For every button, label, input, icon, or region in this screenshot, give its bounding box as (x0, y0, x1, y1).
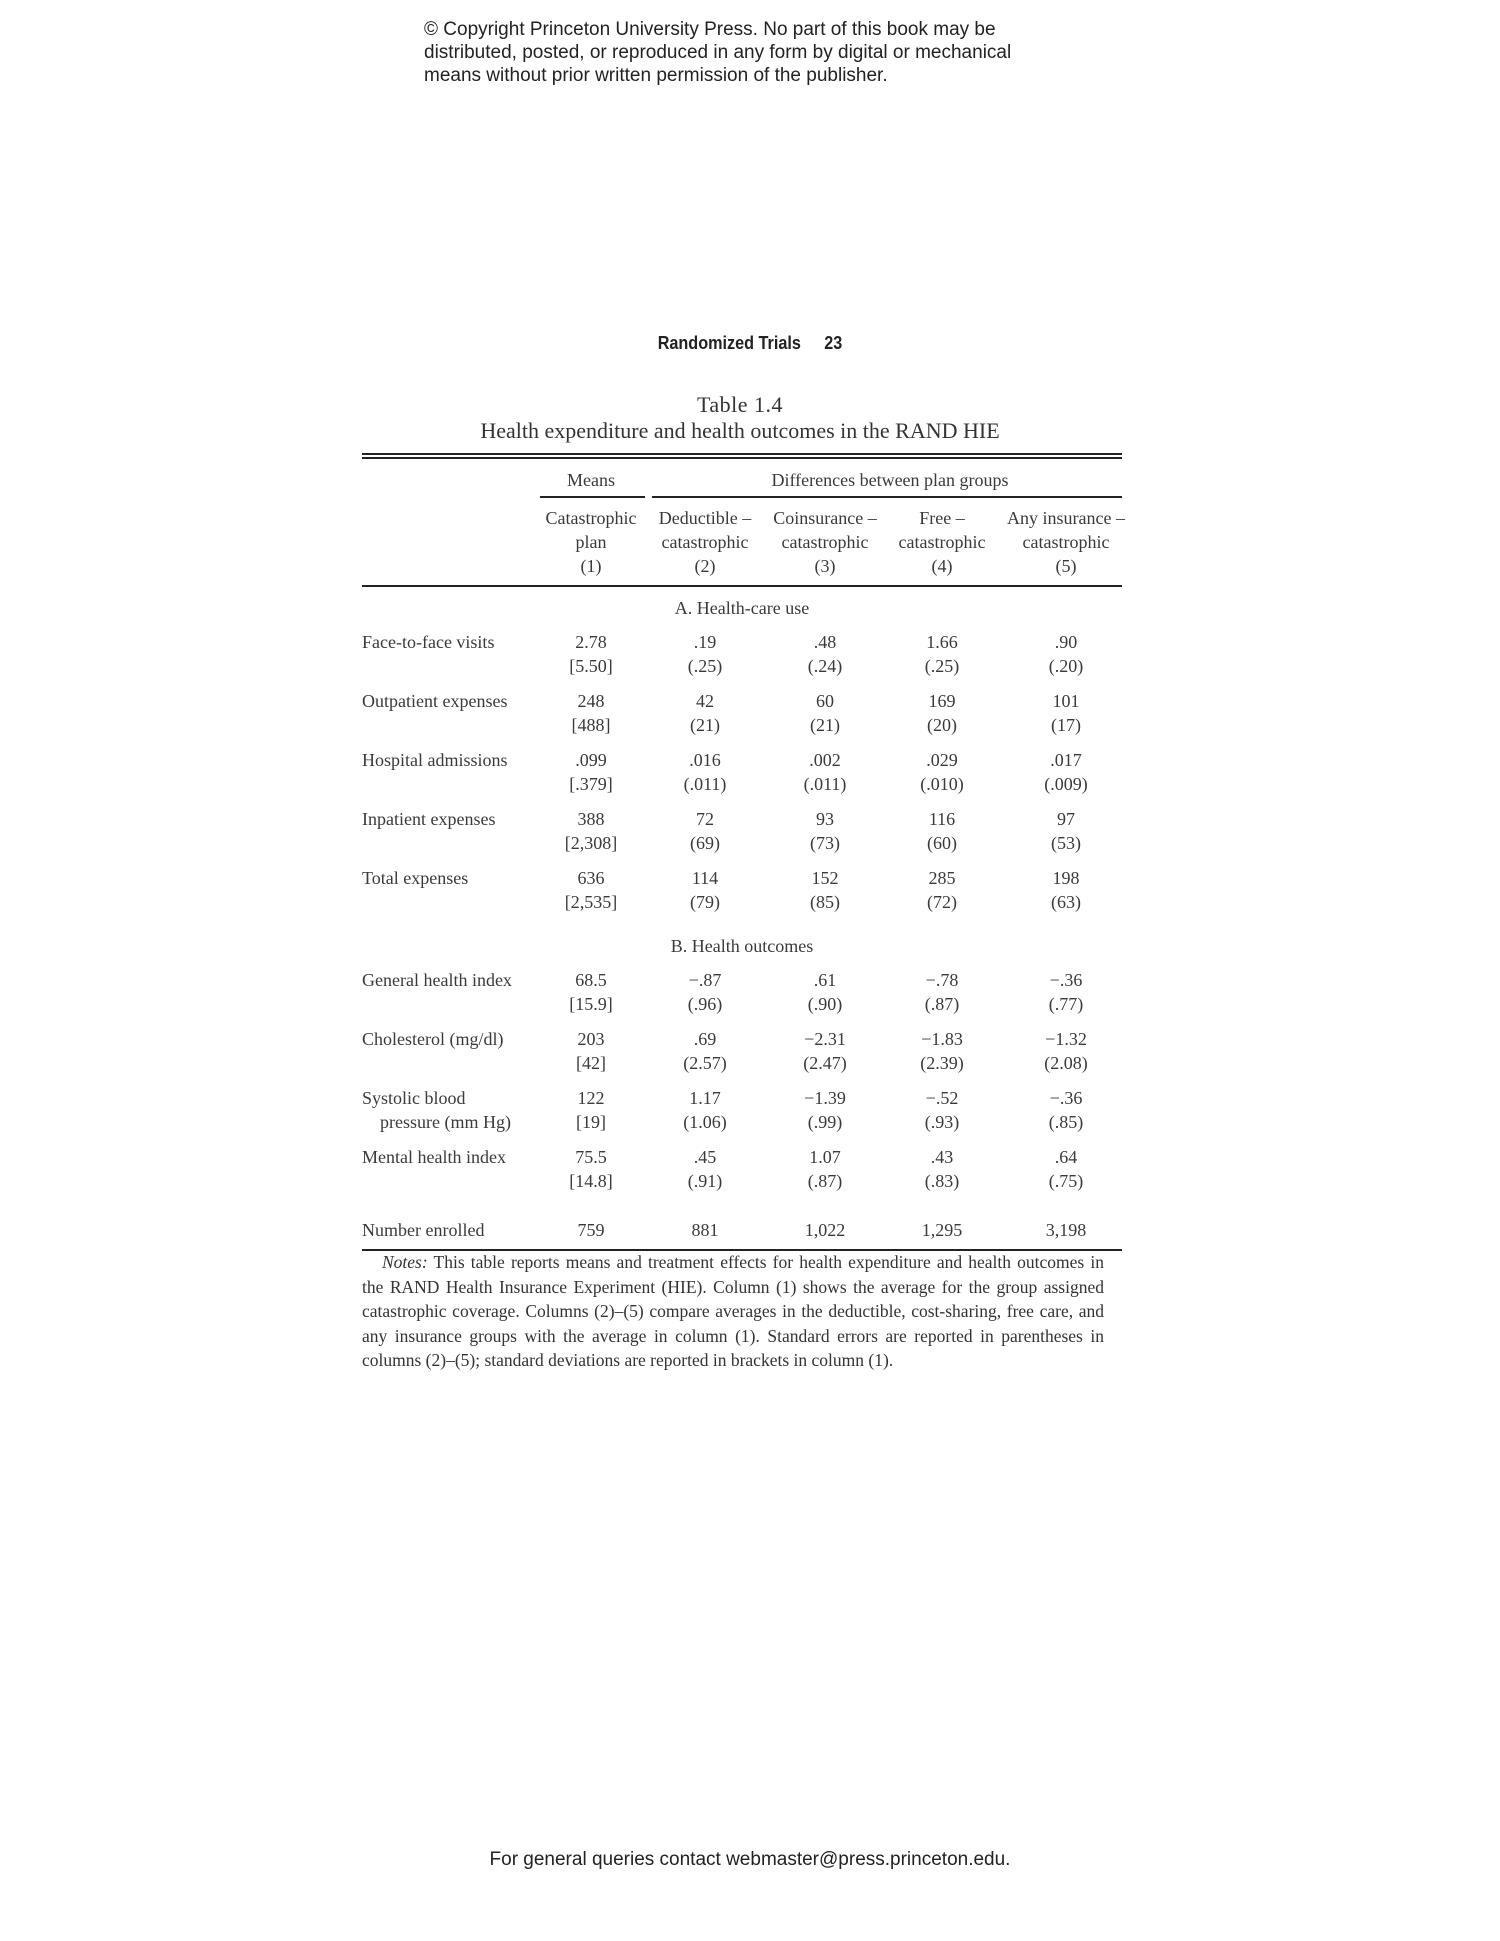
table-cell-value: 1,022 (804, 1220, 846, 1240)
table-cell-error: (2.08) (1044, 1053, 1088, 1073)
column-header-line1: Coinsurance – (773, 508, 877, 528)
table-cell-value: 122 (577, 1088, 605, 1108)
section-title: B. Health outcomes (670, 936, 814, 956)
table-cell-value: −1.83 (921, 1029, 963, 1049)
table-cell-value: .48 (813, 632, 837, 652)
table-cell-value: .19 (693, 632, 717, 652)
table-cell-error: (.77) (1048, 994, 1084, 1014)
table-cell-error: (73) (810, 833, 840, 853)
column-header-number: (2) (694, 556, 716, 576)
table-cell-value: 285 (928, 868, 956, 888)
table-cell-error: (.83) (924, 1171, 960, 1191)
table-cell-value: −.78 (925, 970, 959, 990)
column-header-line1: Free – (919, 508, 965, 528)
table-cell-error: [5.50] (569, 656, 613, 676)
table-cell-error: (17) (1051, 715, 1081, 735)
table-cell-value: −.36 (1049, 970, 1083, 990)
table-cell-error: (.91) (687, 1171, 723, 1191)
table-cell-error: (20) (927, 715, 957, 735)
column-header-line2: catastrophic (661, 532, 749, 552)
table-cell-value: 248 (577, 691, 605, 711)
table-cell-value: .099 (575, 750, 607, 770)
table-cell-error: (.87) (924, 994, 960, 1014)
table-cell-value: −1.39 (804, 1088, 846, 1108)
table-cell-value: 60 (816, 691, 834, 711)
column-header-number: (3) (814, 556, 836, 576)
table-cell-value: .61 (813, 970, 837, 990)
page-number: 23 (824, 333, 843, 353)
table-cell-value: 152 (811, 868, 839, 888)
column-header-number: (1) (580, 556, 602, 576)
group-header-means: Means (567, 470, 615, 490)
table-caption: Health expenditure and health outcomes in the RAND HIE (480, 418, 1000, 443)
table-cell-error: [2,535] (564, 892, 618, 912)
table-cell-value: .90 (1054, 632, 1078, 652)
table-cell-error: [42] (576, 1053, 606, 1073)
table-cell-value: 169 (928, 691, 956, 711)
table-cell-value: 636 (577, 868, 605, 888)
table-cell-value: 1.17 (689, 1088, 721, 1108)
table-cell-value: 72 (696, 809, 714, 829)
table-cell-value: .45 (693, 1147, 717, 1167)
table-cell-value: .64 (1054, 1147, 1078, 1167)
notes-lead: Notes: (382, 1252, 428, 1272)
table-cell-value: 1.66 (926, 632, 958, 652)
table-cell-error: (85) (810, 892, 840, 912)
notes-text: This table reports means and treatment effects for health expenditure and health outcomes in the RAND Health Insurance Experiment (HIE). Column (1) shows the average for the group assigned catastrophic coverage. Columns (2)–(5) compare averages in the deductible, cost-sharing, free care, and any insurance groups with the average in column (1). Standard errors are reported in parentheses in columns (2)–(5); standard deviations are reported in brackets in column (1). (362, 1252, 1105, 1370)
row-label-text-continued: pressure (mm Hg) (380, 1112, 511, 1132)
table-cell-error: (.75) (1048, 1171, 1084, 1191)
row-label-text: General health index (362, 970, 512, 990)
table-cell-value: 388 (577, 809, 605, 829)
column-header-line1: Deductible – (658, 508, 752, 528)
table-cell-value: 42 (696, 691, 714, 711)
table-cell-value: 97 (1057, 809, 1075, 829)
column-header-number: (4) (931, 556, 953, 576)
table-cell-error: [.379] (569, 774, 613, 794)
table-cell-value: .029 (926, 750, 958, 770)
section-title: A. Health-care use (674, 598, 810, 618)
table-cell-error: (.96) (687, 994, 723, 1014)
table-cell-error: [14.8] (569, 1171, 613, 1191)
table-cell-error: (.009) (1044, 774, 1088, 794)
table-cell-error: (.011) (683, 774, 727, 794)
table-cell-value: −.36 (1049, 1088, 1083, 1108)
copyright-line: © Copyright Princeton University Press. No part of this book may be (424, 19, 996, 40)
table-cell-value: 3,198 (1045, 1220, 1087, 1240)
row-label (362, 1086, 511, 1134)
table-cell-error: (.011) (803, 774, 847, 794)
table-cell-error: [2,308] (564, 833, 618, 853)
table-cell-value: .016 (689, 750, 721, 770)
table-cell-value: −2.31 (804, 1029, 846, 1049)
table-cell-error: (.85) (1048, 1112, 1084, 1132)
copyright-line: means without prior written permission of the publisher. (424, 65, 888, 86)
table-cell-value: .017 (1050, 750, 1082, 770)
table-cell-value: .43 (930, 1147, 954, 1167)
row-label (362, 748, 508, 772)
table-cell-value: 1.07 (809, 1147, 841, 1167)
row-label: Number enrolled (362, 1220, 485, 1240)
row-label (362, 1145, 506, 1169)
row-label (362, 807, 495, 831)
table-cell-value: −.52 (925, 1088, 959, 1108)
table-cell-error: (.010) (920, 774, 964, 794)
table-cell-value: .69 (693, 1029, 717, 1049)
column-header-line2: plan (575, 532, 607, 552)
table-cell-value: −1.32 (1045, 1029, 1087, 1049)
row-label-text: Cholesterol (mg/dl) (362, 1029, 504, 1049)
table-cell-value: 116 (928, 809, 956, 829)
table-label: Table 1.4 (696, 392, 784, 417)
table-cell-error: (.25) (924, 656, 960, 676)
table-cell-error: (2.39) (920, 1053, 964, 1073)
table-cell-value: .002 (809, 750, 841, 770)
table-cell-error: (.90) (807, 994, 843, 1014)
table-cell-error: (53) (1051, 833, 1081, 853)
table-cell-error: (.24) (807, 656, 843, 676)
table-cell-value: 759 (577, 1220, 605, 1240)
row-label-text: Inpatient expenses (362, 809, 496, 829)
row-label-text: Outpatient expenses (362, 691, 508, 711)
running-head-title: Randomized Trials (657, 333, 801, 353)
table-cell-error: (.25) (687, 656, 723, 676)
copyright-line: distributed, posted, or reproduced in any form by digital or mechanical (424, 42, 1012, 63)
column-header-line2: catastrophic (898, 532, 986, 552)
row-label-text: Hospital admissions (362, 750, 508, 770)
column-header-line1: Catastrophic (545, 508, 637, 528)
table-cell-error: (60) (927, 833, 957, 853)
column-header-number: (5) (1055, 556, 1077, 576)
row-label (362, 866, 468, 890)
table-cell-error: (2.47) (803, 1053, 847, 1073)
table-cell-error: (21) (690, 715, 720, 735)
table-cell-error: (63) (1051, 892, 1081, 912)
table-cell-error: (72) (927, 892, 957, 912)
table-cell-error: (.93) (924, 1112, 960, 1132)
table-cell-value: 1,295 (921, 1220, 963, 1240)
table-cell-error: (2.57) (683, 1053, 727, 1073)
table-cell-error: [15.9] (569, 994, 613, 1014)
table-cell-value: 2.78 (575, 632, 607, 652)
table-cell-value: 114 (691, 868, 719, 888)
row-label-text: Mental health index (362, 1147, 506, 1167)
table-cell-error: (.99) (807, 1112, 843, 1132)
table-cell-error: (.87) (807, 1171, 843, 1191)
table-cell-value: 203 (577, 1029, 605, 1049)
table-cell-value: 68.5 (575, 970, 607, 990)
row-label (362, 1027, 503, 1051)
column-header-line2: catastrophic (781, 532, 869, 552)
table-notes (362, 1250, 1104, 1373)
row-label (362, 689, 507, 713)
table-cell-error: (69) (690, 833, 720, 853)
table-cell-value: 75.5 (575, 1147, 607, 1167)
row-label (362, 630, 494, 654)
row-label-text: Systolic blood (362, 1088, 466, 1108)
table-cell-error: [19] (576, 1112, 606, 1132)
table-cell-error: [488] (571, 715, 611, 735)
row-label-text: Face-to-face visits (362, 632, 495, 652)
table-cell-value: 101 (1052, 691, 1080, 711)
table-cell-value: 93 (816, 809, 834, 829)
footer-contact: For general queries contact webmaster@press.princeton.edu. (489, 1849, 1011, 1870)
table-cell-error: (21) (810, 715, 840, 735)
table-cell-value: 198 (1052, 868, 1080, 888)
column-header-line2: catastrophic (1022, 532, 1110, 552)
table-cell-value: −.87 (688, 970, 722, 990)
table-cell-error: (79) (690, 892, 720, 912)
group-header-differences: Differences between plan groups (771, 470, 1009, 490)
column-header-line1: Any insurance – (1007, 508, 1125, 528)
table-cell-error: (1.06) (683, 1112, 727, 1132)
row-label-text: Total expenses (362, 868, 469, 888)
row-label (362, 968, 512, 992)
table-cell-value: 881 (691, 1220, 719, 1240)
table-cell-error: (.20) (1048, 656, 1084, 676)
